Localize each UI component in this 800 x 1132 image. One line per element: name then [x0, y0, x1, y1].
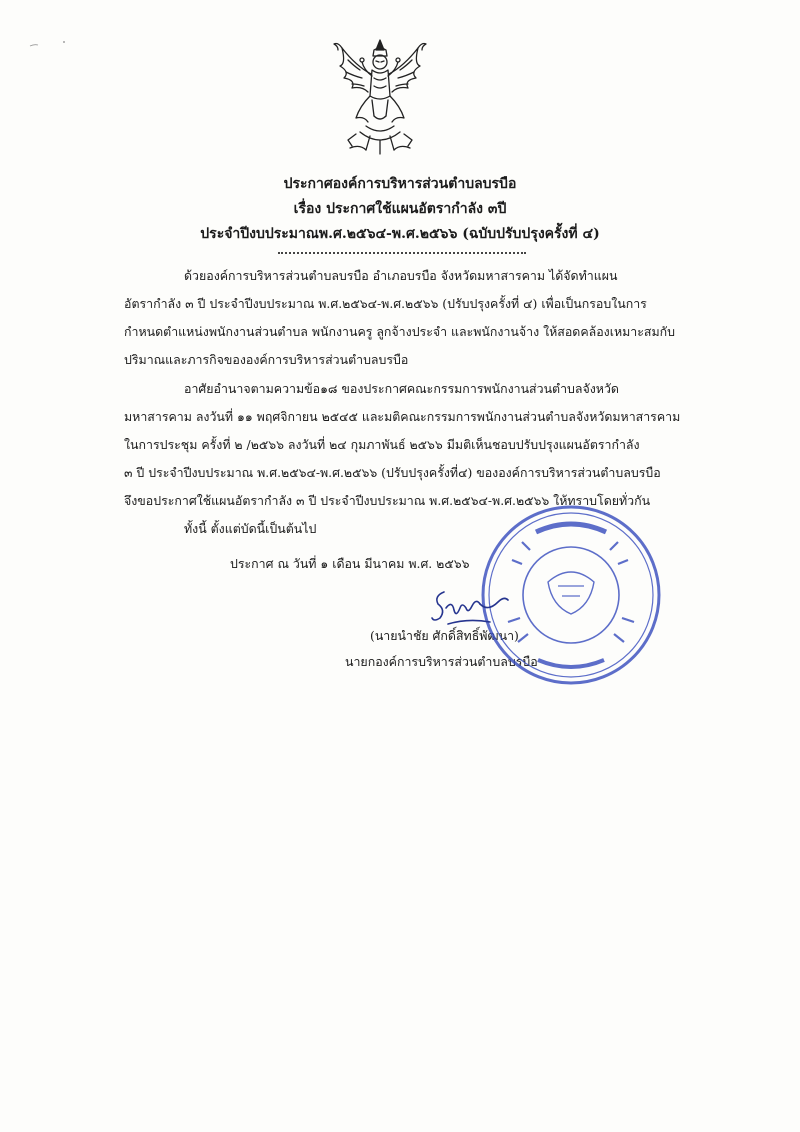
- paragraph-2-line-5: จึงขอประกาศใช้แผนอัตรากำลัง ๓ ปี ประจำปีงบประมาณ พ.ศ.๒๕๖๔-พ.ศ.๒๕๖๖ ให้ทราบโดยทั่วกัน: [124, 493, 651, 508]
- scan-mark: [28, 40, 68, 48]
- paragraph-2-line-1: อาศัยอำนาจตามความข้อ๑๘ ของประกาศคณะกรรมการพนักงานส่วนตำบลจังหวัด: [184, 381, 619, 396]
- dotted-divider: [278, 252, 526, 254]
- garuda-emblem-icon: [330, 36, 430, 158]
- paragraph-2-line-4: ๓ ปี ประจำปีงบประมาณ พ.ศ.๒๕๖๔-พ.ศ.๒๕๖๖ (ปรับปรุงครั้งที่๔) ขององค์การบริหารส่วนตำบลบรบือ: [124, 465, 661, 480]
- handwritten-signature: [428, 578, 512, 638]
- paragraph-1-line-2: อัตรากำลัง ๓ ปี ประจำปีงบประมาณ พ.ศ.๒๕๖๔-พ.ศ.๒๕๖๖ (ปรับปรุงครั้งที่ ๔) เพื่อเป็นกรอบในการ: [124, 296, 647, 311]
- paragraph-1-line-1: ด้วยองค์การบริหารส่วนตำบลบรบือ อำเภอบรบือ จังหวัดมหาสารคาม ได้จัดทำแผน: [184, 268, 618, 283]
- paragraph-2-line-2: มหาสารคาม ลงวันที่ ๑๑ พฤศจิกายน ๒๕๔๕ และมติคณะกรรมการพนักงานส่วนตำบลจังหวัดมหาสารคาม: [124, 409, 681, 424]
- paragraph-2-line-3: ในการประชุม ครั้งที่ ๒ /๒๕๖๖ ลงวันที่ ๒๔ กุมภาพันธ์ ๒๕๖๖ มีมติเห็นชอบปรับปรุงแผนอัตรากำลัง: [124, 437, 640, 452]
- signatory-position: นายกองค์การบริหารส่วนตำบลบรบือ: [345, 654, 538, 669]
- signatory-name: (นายนำชัย ศักดิ์สิทธิ์พัฒนา): [370, 628, 519, 643]
- effective-clause: ทั้งนี้ ตั้งแต่บัดนี้เป็นต้นไป: [184, 521, 317, 536]
- announcement-fiscal-period: ประจำปีงบประมาณพ.ศ.๒๕๖๔-พ.ศ.๒๕๖๖ (ฉบับปรับปรุงครั้งที่ ๔): [200, 226, 600, 242]
- paragraph-1-line-3: กำหนดตำแหน่งพนักงานส่วนตำบล พนักงานครู ลูกจ้างประจำ และพนักงานจ้าง ให้สอดคล้องเหมาะสมกับ: [124, 324, 676, 339]
- announcement-issuer: ประกาศองค์การบริหารส่วนตำบลบรบือ: [283, 176, 517, 192]
- paragraph-1-line-4: ปริมาณและภารกิจขององค์การบริหารส่วนตำบลบรบือ: [124, 352, 409, 367]
- announcement-subject: เรื่อง ประกาศใช้แผนอัตรากำลัง ๓ปี: [293, 201, 507, 217]
- announcement-date: ประกาศ ณ วันที่ ๑ เดือน มีนาคม พ.ศ. ๒๕๖๖: [230, 556, 470, 571]
